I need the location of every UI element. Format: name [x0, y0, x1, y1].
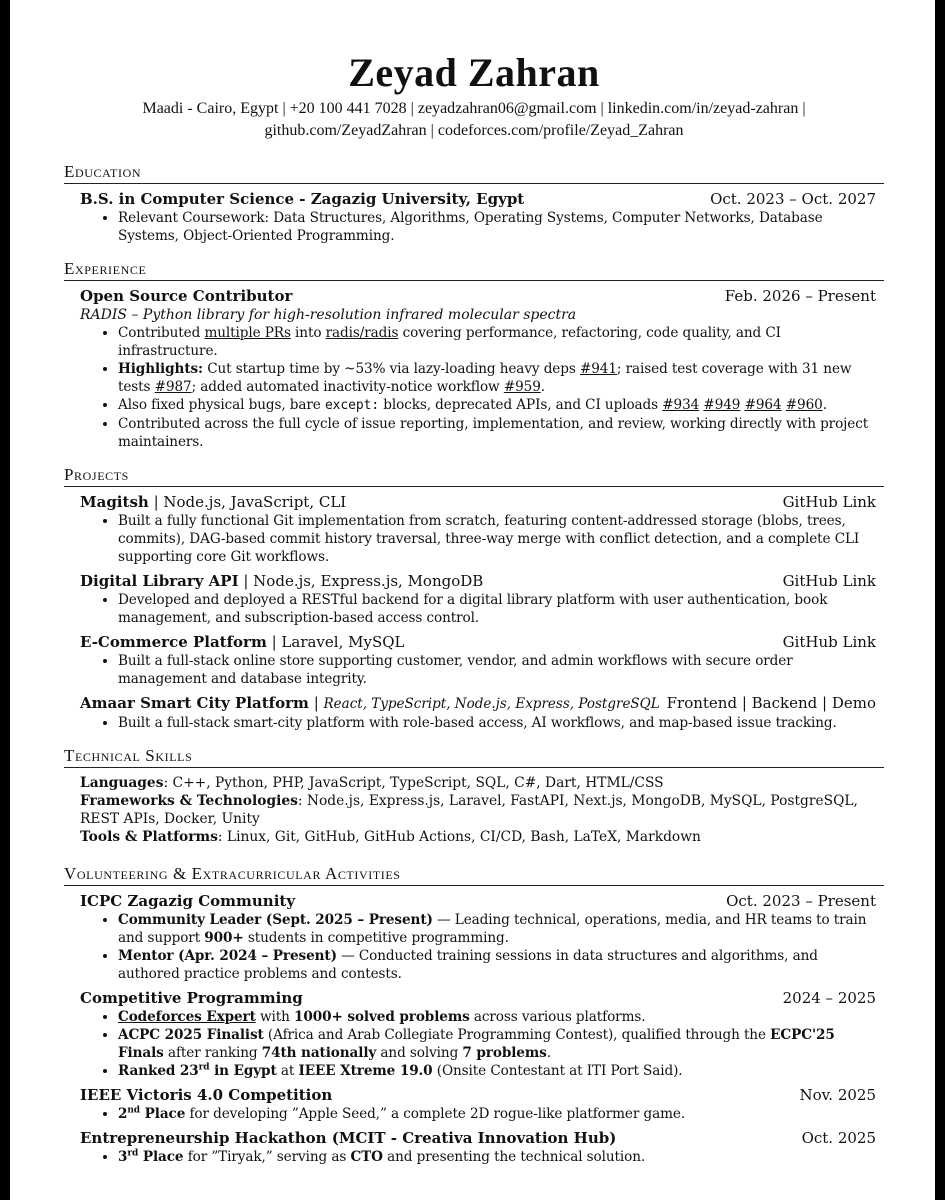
- code-snippet: except:: [324, 398, 380, 413]
- project-name: E-Commerce Platform: [80, 633, 267, 651]
- contact-line: Maadi - Cairo, Egypt | +20 100 441 7028 | zeyadzahran06@gmail.com | linkedin.com/in/zeyad-zahran | github.com/ZeyadZahran | codeforces.com/profile/Zeyad_Zahran: [142, 100, 806, 139]
- pr-link[interactable]: #959: [503, 379, 541, 395]
- projects-section: [64, 465, 884, 732]
- skills-tools: Tools & Platforms: Linux, Git, GitHub, GitHub Actions, CI/CD, Bash, LaTeX, Markdown: [80, 829, 701, 845]
- project-tech: | Node.js, JavaScript, CLI: [148, 493, 347, 511]
- activity-name: ICPC Zagazig Community: [80, 892, 296, 910]
- activity-name: IEEE Victoris 4.0 Competition: [80, 1086, 333, 1104]
- activity-name: Competitive Programming: [80, 989, 303, 1007]
- section-title-volunteering: Volunteering & Extracurricular Activities: [64, 864, 884, 886]
- degree: B.S. in Computer Science - Zagazig University, Egypt: [80, 190, 525, 208]
- activity-entry: [80, 1086, 876, 1123]
- project-tech: React, TypeScript, Node.js, Express, PostgreSQL: [323, 696, 660, 712]
- prs-link[interactable]: multiple PRs: [204, 325, 291, 341]
- pr-link[interactable]: #987: [154, 379, 192, 395]
- experience-bullet: • Highlights: Cut startup time by ~53% via lazy-loading heavy deps #941; raised test coverage with 31 new tests #987; added automated inactivity-notice workflow #959.: [118, 360, 876, 396]
- pr-link[interactable]: #949: [703, 397, 741, 413]
- project-tech: | Laravel, MySQL: [266, 633, 405, 651]
- project-name: Magitsh: [80, 493, 149, 511]
- github-link[interactable]: GitHub Link: [782, 572, 876, 590]
- role: Open Source Contributor: [80, 287, 293, 305]
- section-title-education: Education: [64, 162, 884, 184]
- project-entry: [80, 493, 876, 566]
- github-link[interactable]: github.com/ZeyadZahran: [264, 122, 427, 139]
- experience-dates: Feb. 2026 – Present: [724, 287, 876, 305]
- phone: +20 100 441 7028: [289, 100, 407, 117]
- codeforces-link[interactable]: codeforces.com/profile/Zeyad_Zahran: [437, 122, 684, 139]
- project-name: Digital Library API: [80, 572, 239, 590]
- activity-bullet: • Ranked 23rd in Egypt at IEEE Xtreme 19.0 (Onsite Contestant at ITI Port Said).: [118, 1062, 876, 1080]
- education-entry: [80, 190, 876, 245]
- pr-link[interactable]: #934: [662, 397, 700, 413]
- email-link[interactable]: zeyadzahran06@gmail.com: [417, 100, 597, 117]
- activity-dates: 2024 – 2025: [782, 989, 876, 1007]
- project-description: • Built a full-stack online store supporting customer, vendor, and admin workflows with secure order management and database integrity.: [118, 652, 876, 688]
- skills-section: [64, 746, 884, 846]
- repo-link[interactable]: radis/radis: [325, 325, 399, 341]
- section-title-experience: Experience: [64, 259, 884, 281]
- education-dates: Oct. 2023 – Oct. 2027: [710, 190, 876, 208]
- activity-bullet: • Community Leader (Sept. 2025 – Present) — Leading technical, operations, media, and HR teams to train and support 900+ students in competitive programming.: [118, 911, 876, 947]
- skills-languages: Languages: C++, Python, PHP, JavaScript, TypeScript, SQL, C#, Dart, HTML/CSS: [80, 775, 664, 791]
- project-description: • Built a fully functional Git implementation from scratch, featuring content-addressed storage (blobs, trees, commits), DAG-based commit history traversal, three-way merge with conflict detection, and a complete CLI supporting core Git workflows.: [118, 512, 876, 566]
- pr-link[interactable]: #941: [579, 361, 617, 377]
- education-section: [64, 162, 884, 245]
- resume-page: [10, 0, 935, 1200]
- skills-list: [80, 774, 878, 846]
- github-link[interactable]: GitHub Link: [782, 493, 876, 511]
- coursework: • Relevant Coursework: Data Structures, Algorithms, Operating Systems, Computer Networks, Database Systems, Object-Oriented Programming.: [118, 209, 876, 245]
- experience-bullet: • Also fixed physical bugs, bare except: blocks, deprecated APIs, and CI uploads #934 #949 #964 #960.: [118, 396, 876, 415]
- experience-entry: [80, 287, 876, 451]
- activity-dates: Oct. 2025: [801, 1129, 876, 1147]
- organization: RADIS – Python library for high-resolution infrared molecular spectra: [80, 307, 577, 323]
- experience-bullet: • Contributed multiple PRs into radis/radis covering performance, refactoring, code quality, and CI infrastructure.: [118, 324, 876, 360]
- section-title-projects: Projects: [64, 465, 884, 487]
- experience-bullet: • Contributed across the full cycle of issue reporting, implementation, and review, working directly with project maintainers.: [118, 415, 876, 451]
- project-entry: Amaar Smart City Platform | React, TypeScript, Node.js, Express, PostgreSQL Frontend | Backend | Demo • Built a full-stack smart-city platform with role-based access, AI workflows, and map-based issue tracking.: [80, 694, 876, 732]
- activity-bullet: • 2nd Place for developing ”Apple Seed,” a complete 2D rogue-like platformer game.: [118, 1105, 876, 1123]
- candidate-name: Zeyad Zahran: [348, 50, 600, 95]
- activity-entry: [80, 989, 876, 1080]
- activity-dates: Oct. 2023 – Present: [726, 892, 876, 910]
- activity-bullet: • Codeforces Expert with 1000+ solved problems across various platforms.: [118, 1008, 876, 1026]
- pr-link[interactable]: #960: [785, 397, 823, 413]
- activity-entry: [80, 1129, 876, 1166]
- project-description: • Built a full-stack smart-city platform with role-based access, AI workflows, and map-based issue tracking.: [118, 714, 876, 732]
- codeforces-profile-link[interactable]: Codeforces Expert: [118, 1009, 256, 1025]
- activity-bullet: • 3rd Place for ”Tiryak,” serving as CTO and presenting the technical solution.: [118, 1148, 876, 1166]
- location: Maadi - Cairo, Egypt: [142, 100, 279, 117]
- project-name: Amaar Smart City Platform: [80, 694, 309, 712]
- section-title-skills: Technical Skills: [64, 746, 884, 768]
- github-link[interactable]: GitHub Link: [782, 633, 876, 651]
- linkedin-link[interactable]: linkedin.com/in/zeyad-zahran: [607, 100, 799, 117]
- skills-frameworks: Frameworks & Technologies: Node.js, Express.js, Laravel, FastAPI, Next.js, MongoDB, MySQL, PostgreSQL, REST APIs, Docker, Unity: [80, 793, 858, 827]
- volunteering-section: [64, 864, 884, 1166]
- activity-bullet: • Mentor (Apr. 2024 – Present) — Conducted training sessions in data structures and algorithms, and authored practice problems and contests.: [118, 947, 876, 983]
- activity-entry: [80, 892, 876, 983]
- experience-section: [64, 259, 884, 451]
- project-description: • Developed and deployed a RESTful backend for a digital library platform with user authentication, book management, and subscription-based access control.: [118, 591, 876, 627]
- project-tech: | Node.js, Express.js, MongoDB: [238, 572, 484, 590]
- project-entry: [80, 633, 876, 688]
- project-entry: [80, 572, 876, 627]
- pr-link[interactable]: #964: [744, 397, 782, 413]
- activity-name: Entrepreneurship Hackathon (MCIT - Creativa Innovation Hub): [80, 1129, 617, 1147]
- activity-dates: Nov. 2025: [799, 1086, 876, 1104]
- resume-content: [64, 0, 884, 1172]
- activity-bullet: • ACPC 2025 Finalist (Africa and Arab Collegiate Programming Contest), qualified through the ECPC'25 Finals after ranking 74th nationally and solving 7 problems.: [118, 1026, 876, 1062]
- project-links[interactable]: Frontend | Backend | Demo: [666, 694, 876, 712]
